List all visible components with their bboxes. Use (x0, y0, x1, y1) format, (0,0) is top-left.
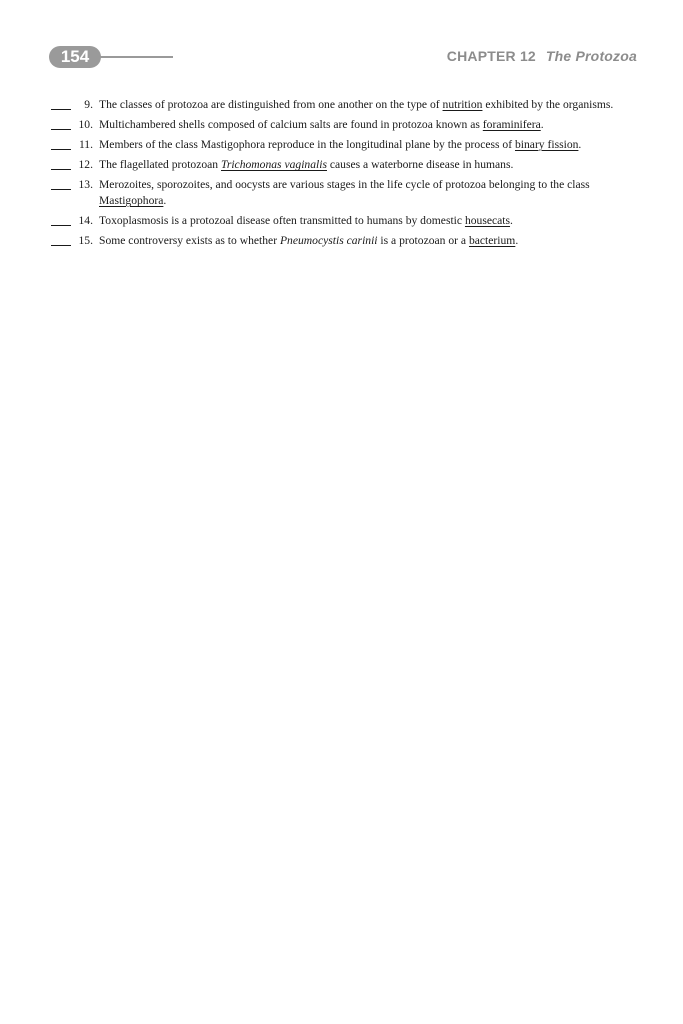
question-item (48, 177, 638, 209)
question-number: 12. (78, 158, 93, 171)
answer-blank[interactable] (51, 109, 71, 110)
question-number: 11. (78, 138, 93, 151)
question-text: The classes of protozoa are distinguished from one another on the type of nutrition exhibited by the organisms. (99, 98, 614, 111)
question-text: Members of the class Mastigophora reproduce in the longitudinal plane by the process of binary fission. (99, 138, 582, 151)
question-number: 10. (78, 118, 93, 131)
header-rule (99, 56, 173, 58)
answer-blank[interactable] (51, 149, 71, 150)
underlined-term: nutrition (442, 98, 483, 111)
question-number: 14. (78, 214, 93, 227)
answer-blank[interactable] (51, 189, 71, 190)
question-item (48, 137, 638, 153)
underlined-term: foraminifera (482, 118, 541, 131)
question-item (48, 157, 638, 173)
underlined-term: housecats (464, 214, 511, 227)
answer-blank[interactable] (51, 225, 71, 226)
chapter-title: The Protozoa (545, 48, 637, 64)
question-text: Merozoites, sporozoites, and oocysts are various stages in the life cycle of protozoa belonging to the class Mastigophora. (99, 178, 590, 207)
chapter-label: CHAPTER 12 (446, 48, 536, 64)
question-text: Multichambered shells composed of calcium salts are found in protozoa known as foraminifera. (99, 118, 544, 131)
answer-blank[interactable] (51, 129, 71, 130)
chapter-heading (447, 48, 637, 64)
question-text: Some controversy exists as to whether Pneumocystis carinii is a protozoan or a bacterium. (99, 234, 519, 247)
answer-blank[interactable] (51, 169, 71, 170)
page-number-badge: 154 (49, 46, 101, 68)
underlined-term: Trichomonas vaginalis (221, 158, 327, 171)
true-false-question-list (48, 97, 638, 253)
answer-blank[interactable] (51, 245, 71, 246)
italic-term: Pneumocystis carinii (279, 234, 378, 247)
question-number: 9. (84, 98, 93, 111)
underlined-term: binary fission (514, 138, 579, 151)
question-number: 13. (78, 178, 93, 191)
page-header (0, 0, 683, 80)
question-item (48, 233, 638, 249)
question-number: 15. (78, 234, 93, 247)
question-text: Toxoplasmosis is a protozoal disease often transmitted to humans by domestic housecats. (99, 214, 513, 227)
underlined-term: bacterium (468, 234, 516, 247)
question-text: The flagellated protozoan Trichomonas vaginalis causes a waterborne disease in humans. (99, 158, 514, 171)
question-item (48, 213, 638, 229)
underlined-term: Mastigophora (99, 194, 164, 207)
question-item (48, 117, 638, 133)
question-item (48, 97, 638, 113)
